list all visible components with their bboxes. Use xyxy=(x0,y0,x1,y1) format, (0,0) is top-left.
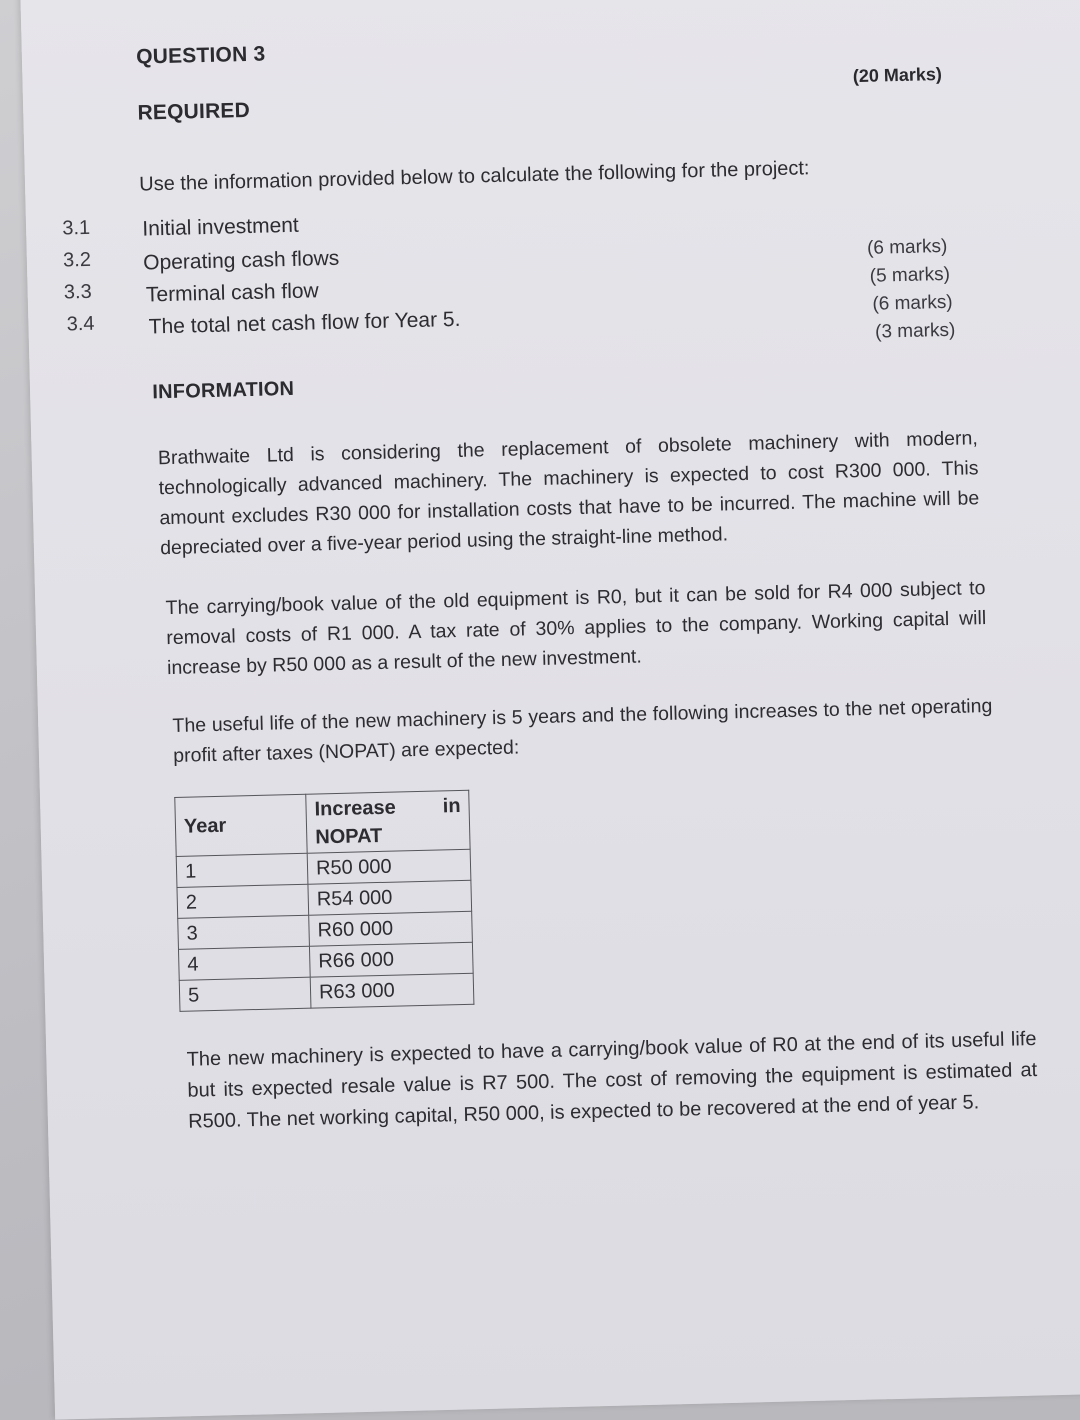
item-number: 3.3 xyxy=(63,280,92,304)
item-number: 3.2 xyxy=(62,248,92,272)
year-cell: 1 xyxy=(176,853,308,887)
nopat-cell: R63 000 xyxy=(310,973,474,1008)
header-increase: Increase xyxy=(314,796,397,821)
information-heading: INFORMATION xyxy=(152,377,295,404)
item-text: Initial investment xyxy=(142,213,300,241)
year-cell: 5 xyxy=(179,977,311,1011)
year-cell: 3 xyxy=(178,915,310,949)
nopat-cell: R66 000 xyxy=(309,942,473,977)
nopat-cell: R60 000 xyxy=(309,911,473,946)
item-text: Terminal cash flow xyxy=(145,279,319,307)
information-paragraph-4: The new machinery is expected to have a carrying/book value of R0 at the end of its useful life but its expected resale value is R7 500. The cost of removing the equipment is estimated at R500. The net working capital, R50 000, is expected to be recovered at the end of year 5. xyxy=(186,1027,1038,1133)
question-title: QUESTION 3 xyxy=(135,42,266,69)
item-marks: (6 marks) xyxy=(866,235,948,259)
item-marks: (5 marks) xyxy=(869,263,951,287)
header-in: in xyxy=(442,794,461,818)
year-cell: 4 xyxy=(178,946,310,980)
item-number: 3.4 xyxy=(66,312,95,336)
total-marks: (20 Marks) xyxy=(852,63,943,87)
required-heading: REQUIRED xyxy=(137,98,251,125)
table-header-row xyxy=(175,790,470,856)
header-nopat: NOPAT xyxy=(315,824,383,849)
information-paragraph-3: The useful life of the new machinery is 5 years and the following increases to the net operating profit after taxes (NOPAT) are expected: xyxy=(172,694,993,767)
item-text: The total net cash flow for Year 5. xyxy=(148,307,461,339)
information-paragraph-1: Brathwaite Ltd is considering the replacement of obsolete machinery with modern, technologically advanced machinery. The machinery is expected to cost R300 000. This amount excludes R30 000 for installation costs that have to be incurred. The machine will be depreciated over a five-year period using the straight-line method. xyxy=(157,427,980,560)
information-paragraph-2: The carrying/book value of the old equipment is R0, but it can be sold for R4 000 subject to removal costs of R1 000. A tax rate of 30% applies to the company. Working capital will increase by R50 000 as a result of the new investment. xyxy=(165,577,987,680)
nopat-cell: R50 000 xyxy=(307,849,471,884)
header-year: Year xyxy=(175,794,307,856)
year-cell: 2 xyxy=(177,884,309,918)
instruction-text: Use the information provided below to calculate the following for the project: xyxy=(139,157,810,196)
item-text: Operating cash flows xyxy=(142,246,340,275)
nopat-cell: R54 000 xyxy=(308,880,472,915)
header-increase-line xyxy=(314,792,461,824)
header-increase-nopat xyxy=(306,790,470,853)
table-row xyxy=(179,973,474,1011)
item-marks: (3 marks) xyxy=(874,319,956,343)
nopat-table xyxy=(174,790,474,1012)
item-number: 3.1 xyxy=(62,216,91,240)
item-marks: (6 marks) xyxy=(872,291,953,315)
